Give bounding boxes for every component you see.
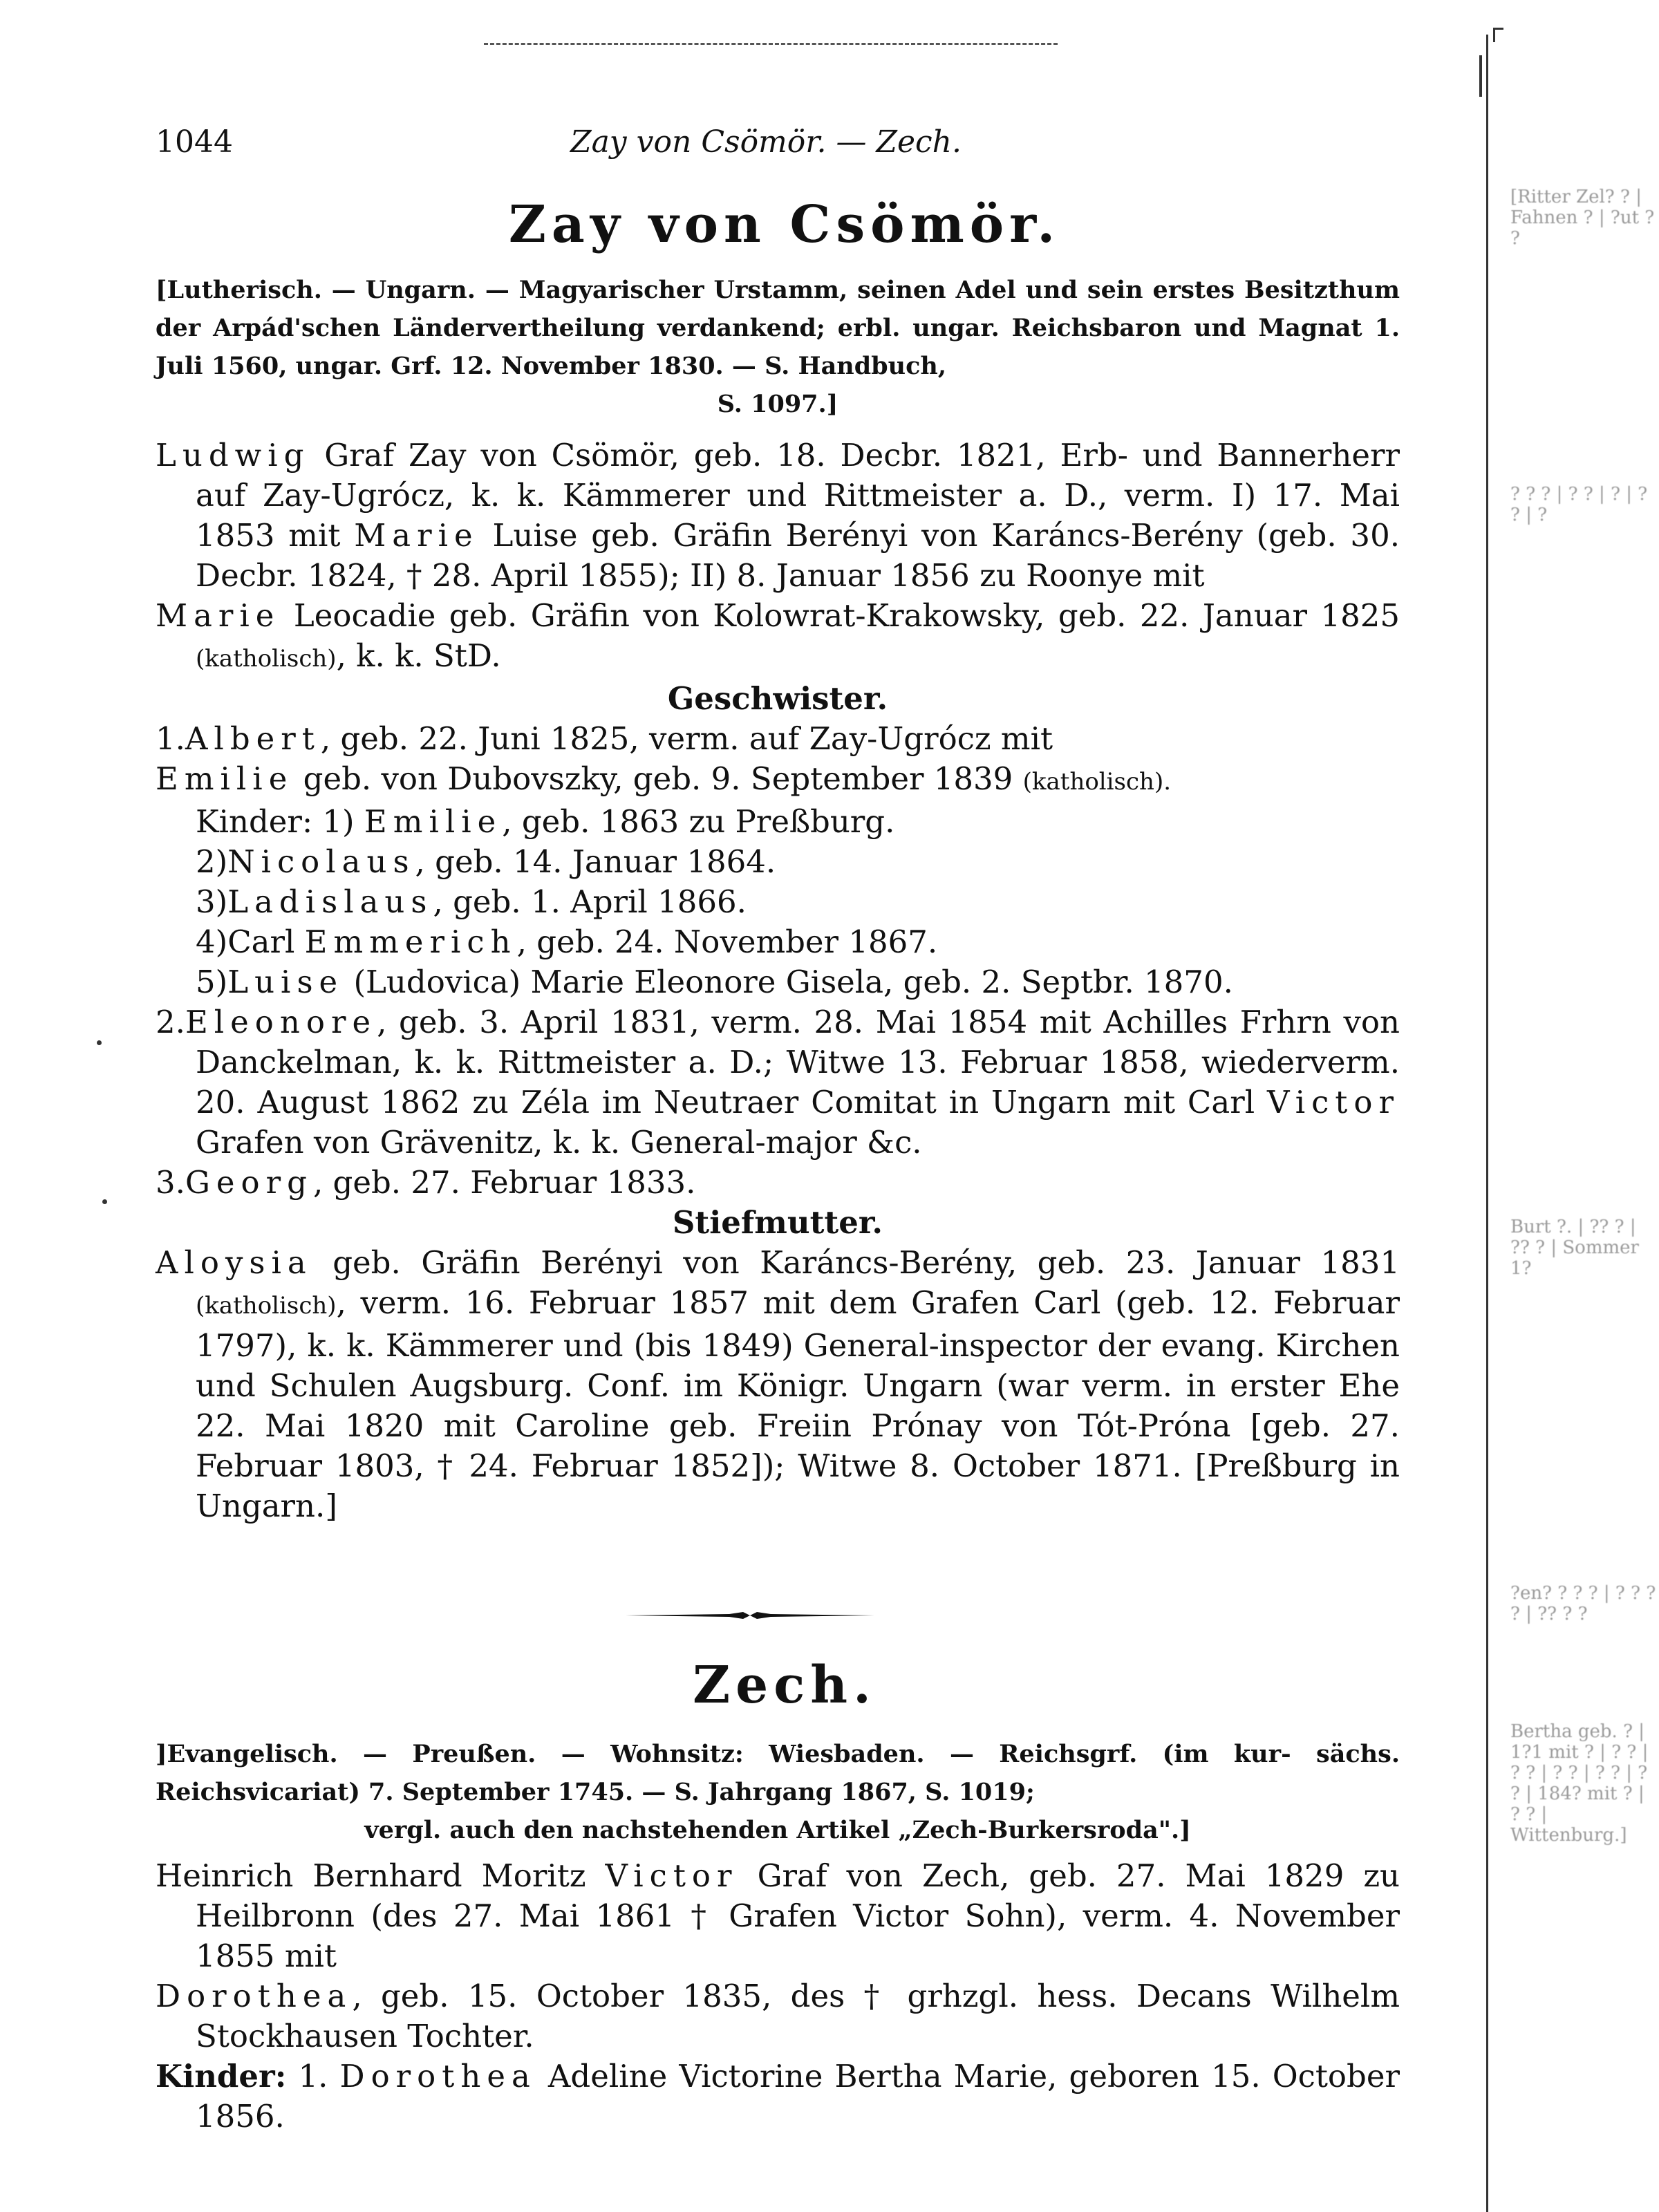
entry-text: , geb. 27. Februar 1833. xyxy=(312,1164,696,1201)
entry-text: Carl xyxy=(227,924,295,960)
section-title-zech: Zech. xyxy=(693,1656,877,1715)
entry-text: Graf von Zech, geb. 27. Mai 1829 zu Heilbronn (des 27. Mai 1861 † Grafen Victor Sohn), verm. 4. November 1855 mit xyxy=(196,1857,1400,1974)
section-note-zay xyxy=(156,271,1400,423)
entry-text: , geb. 1863 zu Preßburg. xyxy=(502,803,895,840)
list-item xyxy=(196,962,1400,1002)
person-name: Marie xyxy=(354,517,479,554)
head-entry xyxy=(156,1856,1400,1976)
list-item xyxy=(196,882,1400,922)
spouse-entry xyxy=(156,1976,1400,2056)
sibling-entry xyxy=(156,1002,1400,1163)
sibling-spouse-entry xyxy=(156,759,1400,802)
list-item xyxy=(196,922,1400,962)
note-line: sächs. Reichsvicariat) 7. September 1745. — S. Jahrgang 1867, S. 1019; xyxy=(156,1740,1400,1806)
bleed-text: Bertha geb. ? | 1?1 mit ? | ? ? | ? ? | ? ? | ? ? | ? ? | 184? mit ? | ? ? | Wittenburg.] xyxy=(1510,1721,1649,1846)
person-name: Georg xyxy=(185,1164,313,1201)
person-name: Luise xyxy=(227,964,344,1000)
list-item xyxy=(196,842,1400,882)
person-name: Dorothea xyxy=(156,1978,353,2014)
person-name: Victor xyxy=(1267,1084,1400,1121)
entry-number: 5) xyxy=(196,964,228,1000)
note-line: [Lutherisch. — Ungarn. — Magyarischer Urstamm, seinen Adel und sein erstes xyxy=(156,276,1235,304)
entry-text: , k. k. StD. xyxy=(336,637,501,674)
page-fold-line xyxy=(1486,35,1488,2212)
entry-number: 2) xyxy=(196,843,228,880)
entry-text: Luise geb. Gräfin Berényi von Karáncs-Berény (geb. 30. Decbr. 1824, † 28. April 1855); II) 8. Januar 1856 zu Roonye mit xyxy=(196,517,1400,594)
person-name: Eleonore xyxy=(185,1004,377,1040)
note-line: vergl. auch den nachstehenden Artikel „Zech-Burkersroda".] xyxy=(364,1816,1191,1844)
person-name: Marie xyxy=(156,597,281,634)
sibling-entry xyxy=(156,719,1400,759)
entry-number: 3) xyxy=(196,883,228,920)
entry-text: Graf Zay von Csömör, geb. 18. Decbr. 1821, Erb- und Bannerherr auf Zay-Ugrócz, k. k. Kämmerer und Rittmeister a. D., verm. I) 17. Mai 1853 mit xyxy=(196,437,1400,554)
person-name: Nicolaus xyxy=(227,843,415,880)
confession-note: (katholisch). xyxy=(1022,768,1172,796)
section-divider-ornament xyxy=(626,1611,874,1620)
running-title: Zay von Csömör. — Zech. xyxy=(570,124,962,160)
entry-text: geb. Gräfin Berényi von Karáncs-Berény, geb. 23. Januar 1831 xyxy=(332,1244,1400,1281)
entry-number: 2. xyxy=(156,1004,185,1040)
list-item xyxy=(196,802,1400,842)
note-line: Besitzthum der Arpád'schen Ländervertheilung verdankend; erbl. ungar. Reichsbaron xyxy=(156,276,1400,342)
spouse-entry xyxy=(156,596,1400,679)
bleed-text: [Ritter Zel? ? | Fahnen ? | ?ut ? ? xyxy=(1510,187,1655,249)
bleed-text: ? ? ? | ? ? | ? | ? ? | ? xyxy=(1510,484,1648,525)
section-note-zech xyxy=(156,1735,1400,1849)
sibling-entry xyxy=(156,1163,1400,1203)
note-line: S. 1097.] xyxy=(717,390,838,418)
head-entry xyxy=(156,435,1400,596)
stepmother-entry xyxy=(156,1243,1400,1526)
note-line: ]Evangelisch. — Preußen. — Wohnsitz: Wiesbaden. — Reichsgrf. (im kur- xyxy=(156,1740,1291,1768)
entry-text: , verm. 16. Februar 1857 mit dem Grafen Carl (geb. 12. Februar 1797), k. k. Kämmerer und (bis 1849) General-inspector der evang. Kirchen und Schulen Augsburg. Conf. im Königr. Ungarn (war verm. in erster Ehe 22. Mai 1820 mit Caroline geb. Freiin Prónay von Tót-Próna [geb. 27. Februar 1803, † 24. Februar 1852]); Witwe 8. October 1871. [Preßburg in Ungarn.] xyxy=(196,1284,1400,1524)
entry-text: , geb. 14. Januar 1864. xyxy=(415,843,776,880)
subheading-stepmother: Stiefmutter. xyxy=(672,1204,883,1241)
section-body-zay xyxy=(156,435,1400,1526)
note-line: und Magnat 1. Juli 1560, ungar. Grf. 12. November 1830. — S. Handbuch, xyxy=(156,314,1400,380)
entry-number: 1) xyxy=(322,803,355,840)
entry-text: Grafen von Grävenitz, k. k. General-major &c. xyxy=(196,1124,922,1161)
entry-number: 4) xyxy=(196,924,228,960)
entry-text: Leocadie geb. Gräfin von Kolowrat-Krakowsky, geb. 22. Januar 1825 xyxy=(293,597,1400,634)
entry-text: , geb. 1. April 1866. xyxy=(433,883,747,920)
person-name: Albert xyxy=(185,720,321,757)
section-title-zay: Zay von Csömör. xyxy=(508,195,1061,254)
entry-text: Heinrich Bernhard Moritz xyxy=(156,1857,586,1894)
person-name: Ludwig xyxy=(156,437,310,474)
entry-text: Adeline Victorine Bertha Marie, geboren 15. October 1856. xyxy=(196,2058,1400,2135)
page-fold-corner xyxy=(1493,28,1503,42)
entry-number: 3. xyxy=(156,1164,185,1201)
confession-note: (katholisch) xyxy=(196,1292,337,1320)
page-fold-tick xyxy=(1479,55,1482,97)
person-name: Emmerich xyxy=(304,924,517,960)
confession-note: (katholisch) xyxy=(196,645,337,673)
entry-text: , geb. 3. April 1831, verm. 28. Mai 1854 mit Achilles Frhrn von Danckelman, k. k. Rittmeister a. D.; Witwe 13. Februar 1858, wiederverm. 20. August 1862 zu Zéla im Neutraer Comitat in Ungarn mit Carl xyxy=(196,1004,1400,1121)
children-entry xyxy=(156,2056,1400,2137)
entry-text: , geb. 24. November 1867. xyxy=(516,924,938,960)
entry-text: geb. von Dubovszky, geb. 9. September 1839 xyxy=(303,760,1013,797)
children-label: Kinder: xyxy=(196,803,313,840)
person-name: Victor xyxy=(605,1857,738,1894)
person-name: Aloysia xyxy=(156,1244,312,1281)
page-header xyxy=(156,124,1414,166)
page-number: 1044 xyxy=(156,124,233,160)
section-body-zech xyxy=(156,1856,1400,2137)
children-label: Kinder: xyxy=(156,2058,287,2094)
person-name: Dorothea xyxy=(339,2058,536,2094)
scan-speck xyxy=(102,1199,107,1204)
entry-number: 1. xyxy=(298,2058,328,2094)
entry-text: (Ludovica) Marie Eleonore Gisela, geb. 2. Septbr. 1870. xyxy=(353,964,1233,1000)
entry-text: , geb. 15. October 1835, des † grhzgl. hess. Decans Wilhelm Stockhausen Tochter. xyxy=(196,1978,1400,2054)
person-name: Emilie xyxy=(364,803,503,840)
scan-top-dashed-edge xyxy=(484,43,1058,45)
bleed-text: ?en? ? ? ? | ? ? ? ? | ?? ? ? xyxy=(1510,1583,1656,1624)
person-name: Emilie xyxy=(156,760,294,797)
person-name: Ladislaus xyxy=(227,883,433,920)
children-list xyxy=(156,802,1400,1002)
bleed-text: Burt ?. | ?? ? | ?? ? | Sommer 1? xyxy=(1510,1217,1639,1279)
subheading-siblings: Geschwister. xyxy=(667,680,888,717)
entry-text: , geb. 22. Juni 1825, verm. auf Zay-Ugrócz mit xyxy=(320,720,1053,757)
entry-number: 1. xyxy=(156,720,185,757)
scan-speck xyxy=(97,1040,102,1045)
